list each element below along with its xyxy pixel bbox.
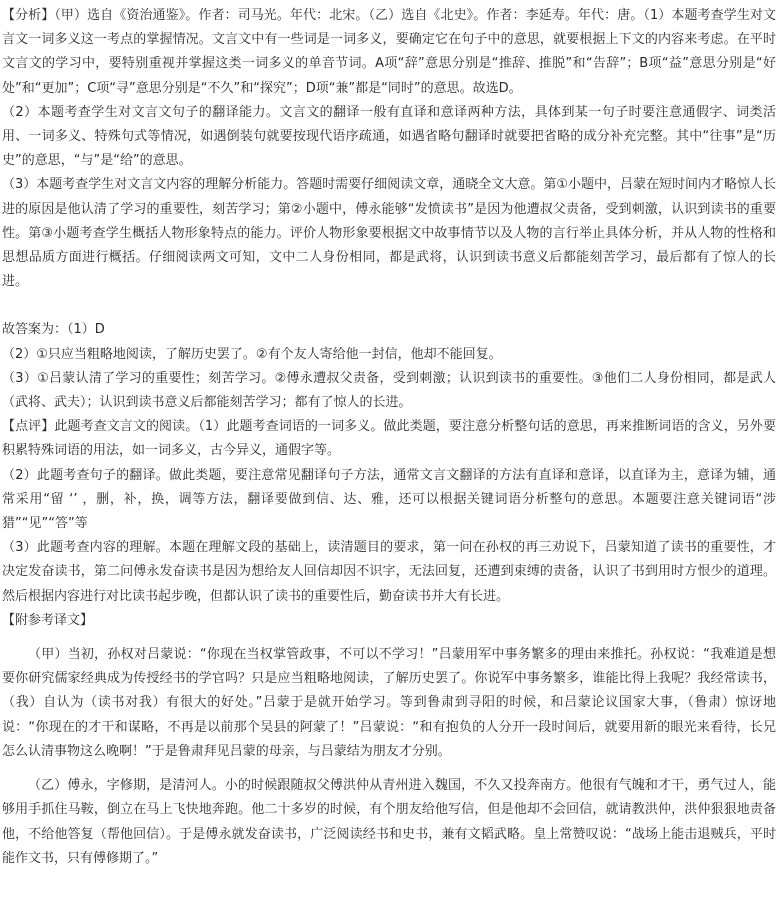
spacer: [2, 764, 776, 774]
spacer: [2, 294, 776, 318]
translation-jia: （甲）当初，孙权对吕蒙说：“你现在当权掌管政事，不可以不学习！”吕蒙用军中事务繁多的理由来推托。孙权说：“我难道是想要你研究儒家经典成为传授经书的学官吗？只是应当粗略地阅读，了解历史罢了。你说军中事务繁多，谁能比得上我呢？我经常读书，（我）自认为（读书对我）有很大的好处。”吕蒙于是就开始学习。等到鲁肃到寻阳的时候，和吕蒙论议国家大事，（鲁肃）惊讶地说：“你现在的才干和谋略，不再是以前那个吴县的阿蒙了！”吕蒙说：“和有抱负的人分开一段时间后，就要用新的眼光来看待，长兄怎么认清事物这么晚啊！”于是鲁肃拜见吕蒙的母亲，与吕蒙结为朋友才分别。: [2, 647, 776, 759]
spacer: [2, 633, 776, 643]
comment-paragraph-3: （3）此题考查内容的理解。本题在理解文段的基础上，读清题目的要求，第一问在孙权的再三劝说下，吕蒙知道了读书的重要性，才决定发奋读书，第二问傅永发奋读书是因为想给友人回信却因不识字，无法回复，还遭到束缚的责备，认识了书到用时方恨少的道理。然后根据内容进行对比读书起步晚，但都认识了读书的重要性后，勤奋读书并大有长进。: [2, 540, 776, 604]
translation-heading: 【附参考译文】: [2, 612, 94, 628]
comment-paragraph-2: （2）此题考查句子的翻译。做此类题，要注意常见翻译句子方法，通常文言文翻译的方法有直译和意译，以直译为主，意译为辅，通常采用“留 ‘’ ，删，补，换，调等方法，翻译要做到信、达、雅，还可以根据关键词语分析整句的意思。本题要注意关键词语“涉猎”“见”“答”等: [2, 467, 776, 532]
answer-line-1: 故答案为：（1）D: [2, 322, 105, 338]
answer-line-2: （2）①只应当粗略地阅读，了解历史罢了。②有个友人寄给他一封信，他却不能回复。: [2, 346, 502, 362]
answer-line-3: （3）①吕蒙认清了学习的重要性；刻苦学习。②傅永遭叔父责备，受到刺激；认识到读书的重要性。③他们二人身份相同，都是武人（武将、武夫）；认识到读书意义后都能刻苦学习；都有了惊人的长进。: [2, 370, 776, 411]
translation-yi: （乙）傅永，字修期，是清河人。小的时候跟随叔父傅洪仲从青州进入魏国，不久又投奔南方。他很有气魄和才干，勇气过人，能够用手抓住马鞍，倒立在马上飞快地奔跑。他二十多岁的时候，有个朋友给他写信，但是他却不会回信，就请教洪仲，洪仲狠狠地责备他，不给他答复（帮他回信）。于是傅永就发奋读书，广泛阅读经书和史书，兼有文韬武略。皇上常赞叹说：“战场上能击退贼兵，平时能作文书，只有傅修期了。”: [2, 778, 776, 866]
analysis-paragraph-2: （2）本题考查学生对文言文句子的翻译能力。文言文的翻译一般有直译和意译两种方法，具体到某一句子时要注意通假字、词类活用、一词多义、特殊句式等情况，如遇倒装句就要按现代语序疏通，如遇省略句翻译时就要把省略的成分补充完整。其中“往事”是“历史”的意思，“与”是“给”的意思。: [2, 104, 776, 169]
analysis-paragraph-1: 【分析】（甲）选自《资治通鉴》。作者：司马光。年代：北宋。（乙）选自《北史》。作者：李延寿。年代：唐。（1）本题考查学生对文言文一词多义这一考点的掌握情况。文言文中有一些词是一词多义，要确定它在句子中的意思，就要根据上下文的内容来考虑。在平时文言文的学习中，要特别重视并掌握这类一词多义的单音节词。A项“辞”意思分别是“推辞、推脱”和“告辞”；B项“益”意思分别是“好处”和“更加”；C项“寻”意思分别是“不久”和“探究”；D项“兼”都是“同时”的意思。故选D。: [2, 8, 776, 96]
comment-paragraph-1: 【点评】此题考查文言文的阅读。（1）此题考查词语的一词多义。做此类题，要注意分析整句话的意思，再来推断词语的含义，另外要积累特殊词语的用法，如一词多义，古今异义，通假字等。: [2, 419, 776, 459]
analysis-paragraph-3: （3）本题考查学生对文言文内容的理解分析能力。答题时需要仔细阅读文章，通晓全文大意。第①小题中，吕蒙在短时间内才略惊人长进的原因是他认清了学习的重要性，刻苦学习；第②小题中，傅永能够“发愤读书”是因为他遭叔父责备，受到刺激，认识到读书的重要性。第③小题考查学生概括人物形象特点的能力。评价人物形象要根据文中故事情节以及人物的言行举止具体分析，并从人物的性格和思想品质方面进行概括。仔细阅读两文可知，文中二人身份相同，都是武将，认识到读书意义后都能刻苦学习，最后都有了惊人的长进。: [2, 177, 776, 290]
